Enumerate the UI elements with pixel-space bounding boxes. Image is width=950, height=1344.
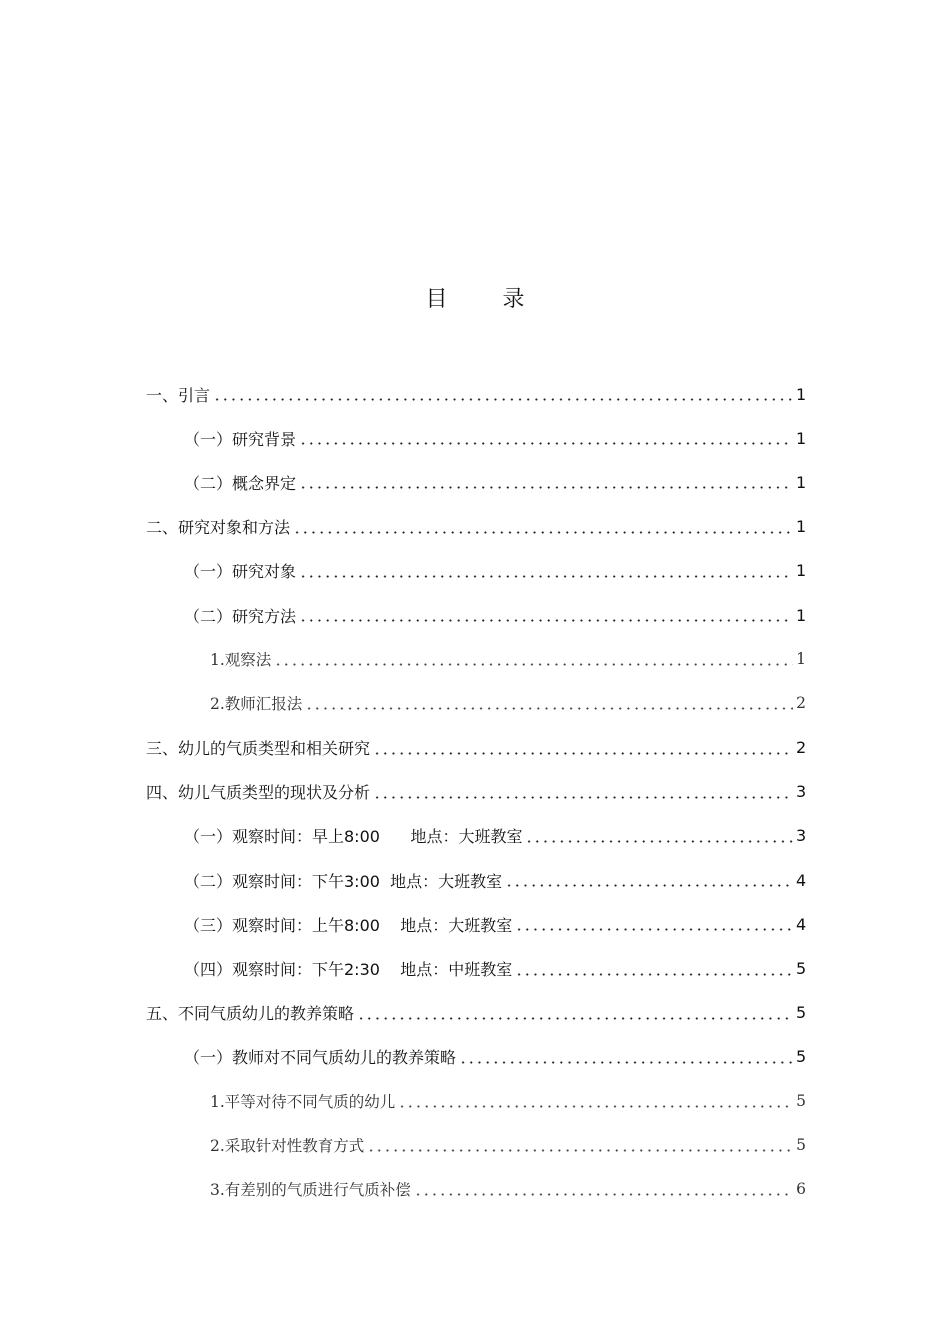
toc-entry-page: 1 [796, 384, 807, 404]
dot-leader [357, 1005, 793, 1021]
toc-entry-page: 1 [796, 517, 807, 537]
dot-leader [299, 430, 793, 446]
table-of-contents [146, 372, 806, 1212]
toc-entry-label: 3.有差别的气质进行气质补偿 [210, 1181, 411, 1200]
toc-entry-page: 3 [796, 782, 807, 802]
toc-entry-label: （一）教师对不同气质幼儿的教养策略 [184, 1048, 457, 1068]
toc-entry[interactable] [146, 902, 806, 946]
dot-leader [398, 1093, 793, 1109]
toc-entry[interactable] [146, 946, 806, 990]
toc-entry-page: 5 [796, 1092, 806, 1111]
toc-entry-page: 5 [796, 1136, 806, 1155]
toc-entry-page: 4 [796, 914, 807, 934]
toc-entry[interactable] [146, 372, 806, 416]
toc-entry[interactable] [146, 460, 806, 504]
toc-entry-page: 4 [796, 870, 807, 890]
dot-leader [515, 916, 793, 932]
toc-entry-page: 5 [796, 1047, 807, 1067]
dot-leader [515, 961, 793, 977]
toc-entry-page: 5 [796, 1003, 807, 1023]
toc-entry[interactable] [146, 1167, 806, 1211]
toc-entry-page: 1 [796, 472, 807, 492]
toc-entry-page: 1 [796, 605, 807, 625]
toc-entry-page: 6 [796, 1180, 806, 1199]
toc-entry[interactable] [146, 1079, 806, 1123]
toc-entry-label: （三）观察时间：上午8:00 地点：大班教室 [184, 915, 513, 935]
toc-entry-label: （一）观察时间：早上8:00 地点：大班教室 [184, 827, 523, 847]
toc-entry-page: 1 [796, 428, 807, 448]
dot-leader [373, 740, 793, 756]
dot-leader [299, 474, 793, 490]
toc-entry-label: 2.教师汇报法 [210, 695, 303, 714]
toc-entry-label: 1.观察法 [210, 651, 272, 670]
dot-leader [213, 386, 793, 402]
toc-entry[interactable] [146, 858, 806, 902]
toc-entry[interactable] [146, 991, 806, 1035]
dot-leader [373, 784, 793, 800]
dot-leader [414, 1181, 793, 1197]
toc-entry-label: （二）研究方法 [184, 606, 297, 626]
toc-entry-label: （四）观察时间：下午2:30 地点：中班教室 [184, 960, 513, 980]
toc-entry-page: 5 [796, 959, 807, 979]
toc-entry-page: 1 [796, 561, 807, 581]
toc-entry-label: （一）研究背景 [184, 429, 297, 449]
toc-entry-label: （二）概念界定 [184, 473, 297, 493]
toc-entry-label: 四、幼儿气质类型的现状及分析 [146, 783, 371, 803]
dot-leader [299, 563, 793, 579]
toc-entry-label: 2.采取针对性教育方式 [210, 1137, 365, 1156]
toc-entry[interactable] [146, 549, 806, 593]
dot-leader [305, 695, 793, 711]
toc-entry[interactable] [146, 1123, 806, 1167]
toc-entry[interactable] [146, 681, 806, 725]
toc-entry-label: 五、不同气质幼儿的教养策略 [146, 1004, 355, 1024]
dot-leader [459, 1049, 793, 1065]
toc-entry-page: 1 [796, 650, 806, 669]
toc-entry-page: 2 [796, 694, 806, 713]
toc-entry[interactable] [146, 1035, 806, 1079]
dot-leader [525, 828, 793, 844]
toc-entry-page: 2 [796, 738, 807, 758]
toc-entry[interactable] [146, 416, 806, 460]
page-title: 目 录 [425, 287, 549, 312]
toc-entry[interactable] [146, 637, 806, 681]
toc-entry-label: 1.平等对待不同气质的幼儿 [210, 1093, 396, 1112]
toc-entry[interactable] [146, 770, 806, 814]
toc-entry[interactable] [146, 814, 806, 858]
dot-leader [293, 519, 793, 535]
dot-leader [505, 872, 793, 888]
toc-entry-label: 二、研究对象和方法 [146, 518, 291, 538]
toc-entry-label: （二）观察时间：下午3:00 地点：大班教室 [184, 871, 503, 891]
toc-entry-page: 3 [796, 826, 807, 846]
dot-leader [299, 607, 793, 623]
dot-leader [367, 1137, 793, 1153]
toc-entry-label: 三、幼儿的气质类型和相关研究 [146, 739, 371, 759]
dot-leader [274, 651, 793, 667]
toc-entry[interactable] [146, 505, 806, 549]
toc-entry-label: （一）研究对象 [184, 562, 297, 582]
toc-entry[interactable] [146, 726, 806, 770]
toc-entry-label: 一、引言 [146, 385, 211, 405]
toc-entry[interactable] [146, 593, 806, 637]
